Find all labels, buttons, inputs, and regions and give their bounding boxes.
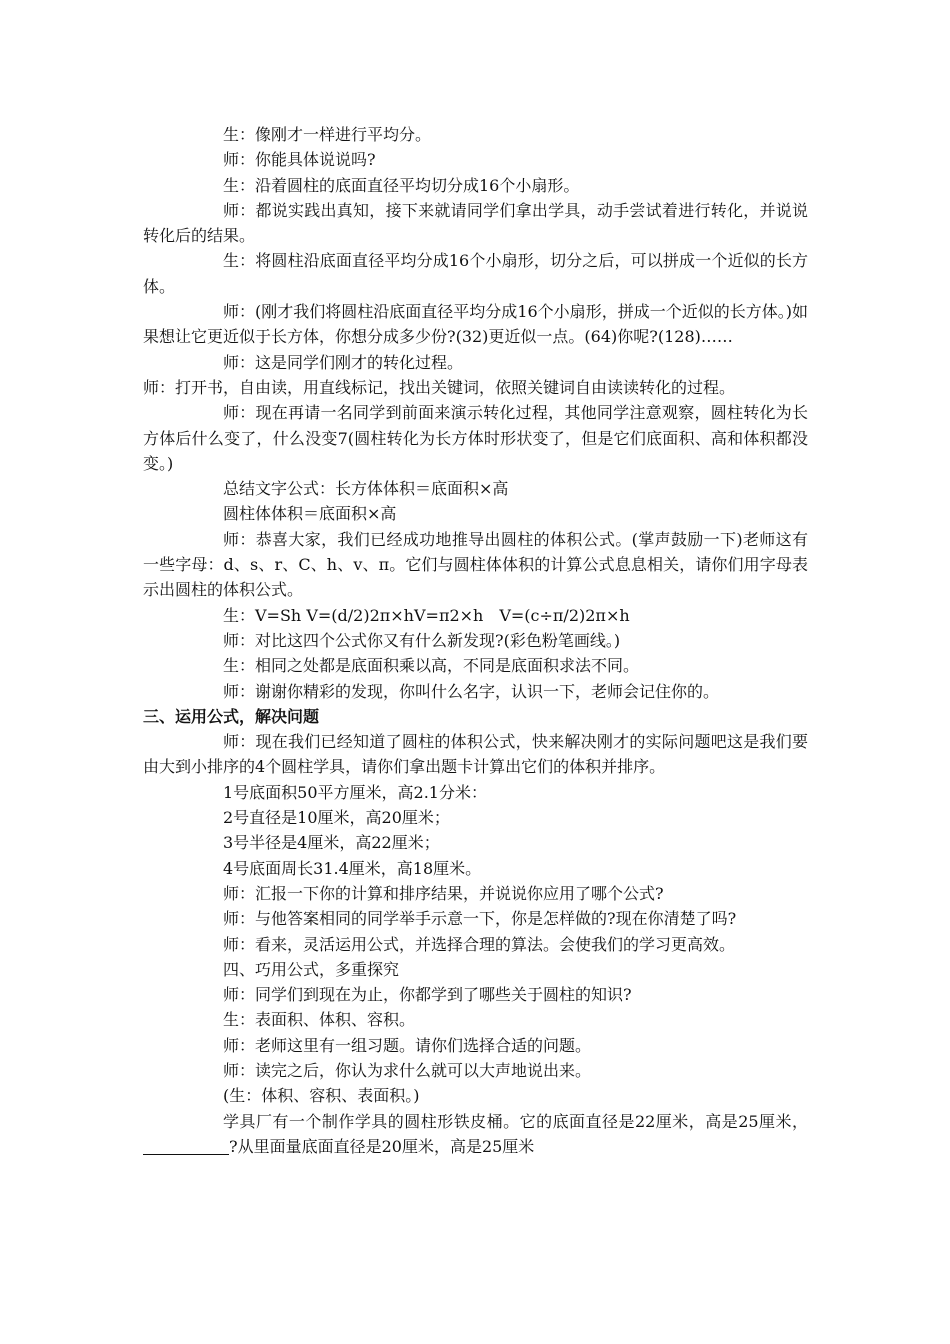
paragraph: 师：与他答案相同的同学举手示意一下，你是怎样做的?现在你清楚了吗? xyxy=(223,909,737,929)
paragraph: 师：恭喜大家，我们已经成功地推导出圆柱的体积公式。(掌声鼓励一下)老师这有一些字母：d、s、r、C、h、v、π。它们与圆柱体体积的计算公式息息相关，请你们用字母表示出圆柱的体积公式。 xyxy=(143,529,808,600)
paragraph: 师：你能具体说说吗? xyxy=(223,150,376,170)
paragraph: 师：这是同学们刚才的转化过程。 xyxy=(223,352,464,372)
last-paragraph-end: ?从里面量底面直径是20厘米，高是25厘米 xyxy=(229,1136,535,1156)
last-paragraph xyxy=(143,1109,808,1160)
paragraph: 生：像刚才一样进行平均分。 xyxy=(223,125,432,144)
paragraph: (生：体积、容积、表面积。) xyxy=(223,1086,420,1106)
paragraph: 1号底面积50平方厘米，高2.1分米： xyxy=(223,782,487,802)
paragraph: 4号底面周长31.4厘米，高18厘米。 xyxy=(223,858,482,878)
paragraph: 师：汇报一下你的计算和排序结果，并说说你应用了哪个公式? xyxy=(223,883,664,903)
paragraph: 生：沿着圆柱的底面直径平均切分成16个小扇形。 xyxy=(223,175,580,195)
section-heading: 三、运用公式，解决问题 xyxy=(143,706,320,726)
paragraph: 2号直径是10厘米，高20厘米； xyxy=(223,808,450,828)
fill-in-blank xyxy=(143,1138,229,1155)
paragraph: 生：V=Sh V=(d/2)2π×hV=π2×h V=(c÷π/2)2π×h xyxy=(223,605,630,625)
paragraph: 师：对比这四个公式你又有什么新发现?(彩色粉笔画线。) xyxy=(223,630,621,650)
paragraph: 师：都说实践出真知，接下来就请同学们拿出学具，动手尝试着进行转化，并说说转化后的结果。 xyxy=(143,200,808,246)
paragraph: 师：打开书，自由读，用直线标记，找出关键词，依照关键词自由读读转化的过程。 xyxy=(143,377,736,397)
paragraph: 师：谢谢你精彩的发现，你叫什么名字，认识一下，老师会记住你的。 xyxy=(223,681,720,701)
paragraph: 3号半径是4厘米，高22厘米； xyxy=(223,833,440,853)
paragraph: 师：老师这里有一组习题。请你们选择合适的问题。 xyxy=(223,1035,592,1055)
document-body xyxy=(143,122,808,1159)
paragraph: 师：现在再请一名同学到前面来演示转化过程，其他同学注意观察，圆柱转化为长方体后什么变了，什么没变7(圆柱转化为长方体时形状变了，但是它们底面积、高和体积都没变。) xyxy=(143,403,808,473)
paragraph: 师：读完之后，你认为求什么就可以大声地说出来。 xyxy=(223,1060,592,1080)
paragraph: 生：将圆柱沿底面直径平均分成16个小扇形，切分之后，可以拼成一个近似的长方体。 xyxy=(143,251,808,296)
paragraph: 生：相同之处都是底面积乘以高，不同是底面积求法不同。 xyxy=(223,656,640,676)
paragraph: 四、巧用公式，多重探究 xyxy=(223,959,400,979)
paragraph: 师：(刚才我们将圆柱沿底面直径平均分成16个小扇形，拼成一个近似的长方体。)如果想让它更近似于长方体，你想分成多少份?(32)更近似一点。(64)你呢?(128)…… xyxy=(143,302,808,347)
last-paragraph-start: 学具厂有一个制作学具的圆柱形铁皮桶。它的底面直径是22厘米，高是25厘米， xyxy=(223,1111,808,1131)
paragraph: 师：看来，灵活运用公式，并选择合理的算法。会使我们的学习更高效。 xyxy=(223,934,736,954)
paragraph: 总结文字公式：长方体体积＝底面积×高 xyxy=(223,479,509,499)
paragraph: 生：表面积、体积、容积。 xyxy=(223,1010,416,1030)
paragraph: 师：现在我们已经知道了圆柱的体积公式，快来解决刚才的实际问题吧这是我们要由大到小排序的4个圆柱学具，请你们拿出题卡计算出它们的体积并排序。 xyxy=(143,732,808,777)
paragraph: 圆柱体体积＝底面积×高 xyxy=(223,504,397,524)
paragraph: 师：同学们到现在为止，你都学到了哪些关于圆柱的知识? xyxy=(223,985,632,1005)
